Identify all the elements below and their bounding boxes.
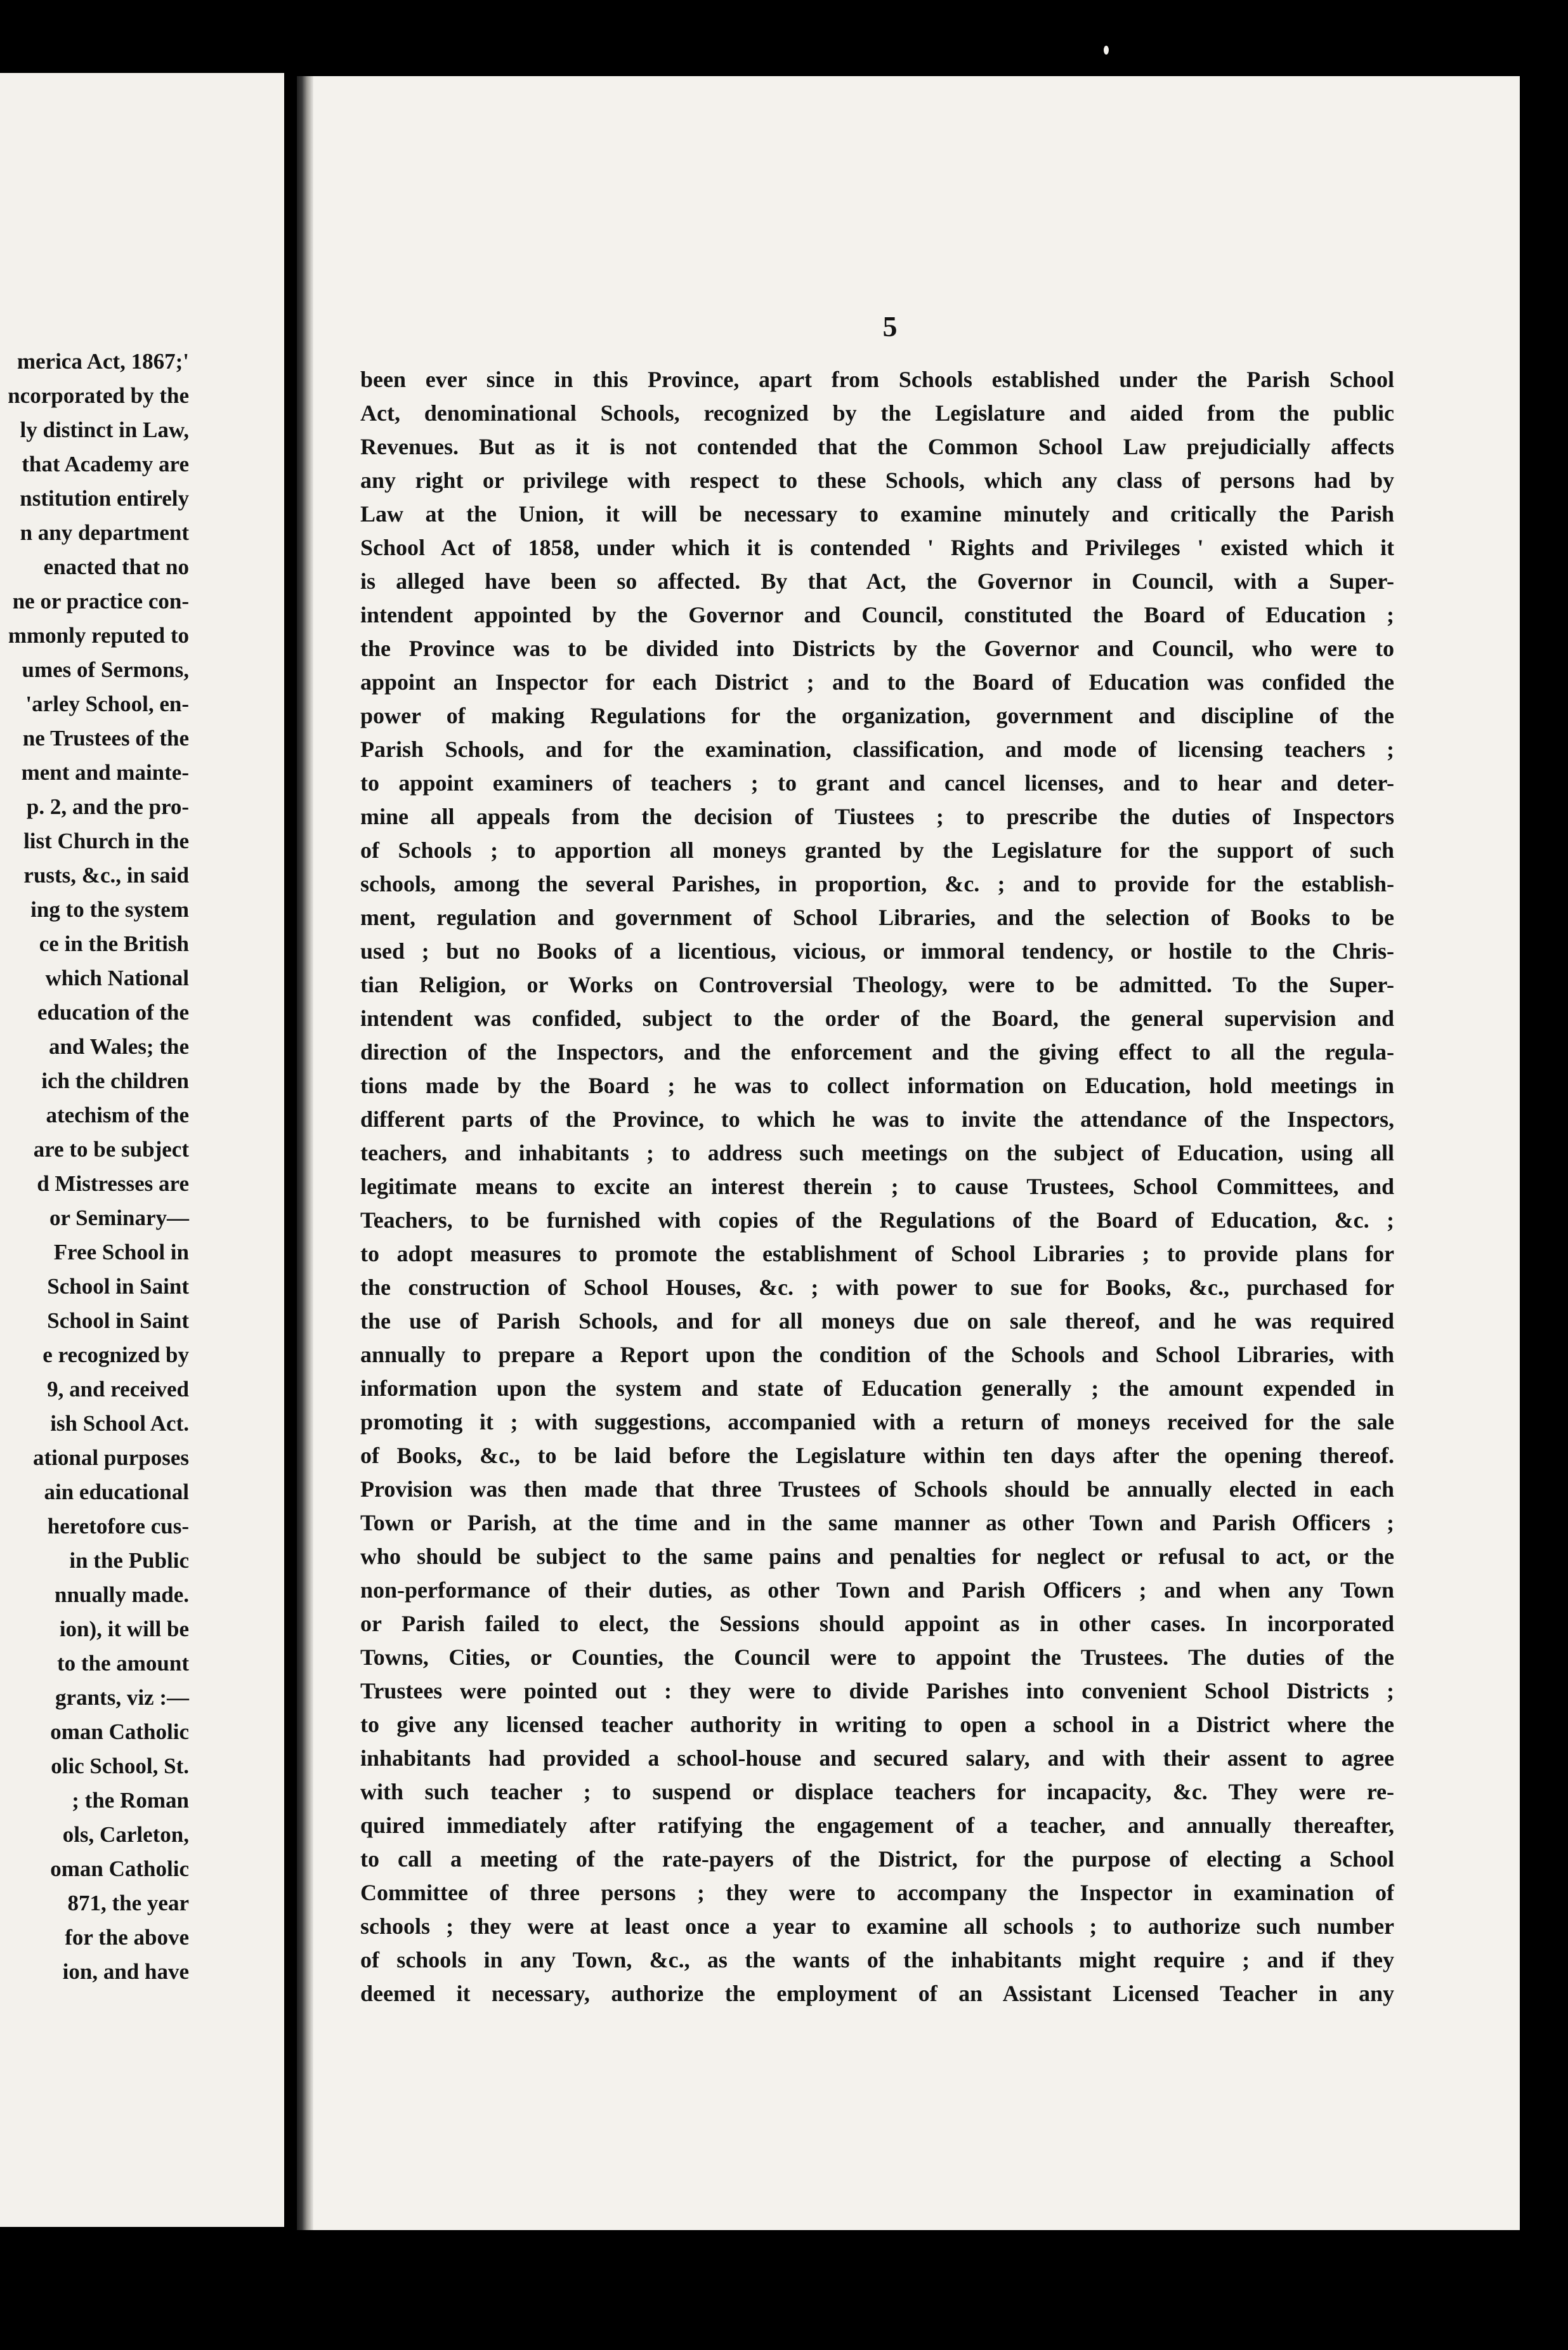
left-page-line: list Church in the	[23, 829, 189, 853]
left-page-line: 'arley School, en-	[25, 692, 189, 716]
page-number: 5	[882, 310, 898, 343]
body-text-line: Act, denominational Schools, recognized by the Legislature and aided from the public	[360, 400, 1394, 426]
left-page-line: which National	[45, 966, 189, 990]
left-page-line: ncorporated by the	[8, 383, 189, 408]
body-text-line: different parts of the Province, to which he was to invite the attendance of the Inspectors,	[360, 1106, 1394, 1132]
left-page-line: e recognized by	[42, 1342, 189, 1367]
body-text-line: information upon the system and state of Education generally ; the amount expended in	[360, 1375, 1394, 1401]
body-text-line: to appoint examiners of teachers ; to grant and cancel licenses, and to hear and deter-	[360, 770, 1394, 796]
left-page-line: to the amount	[56, 1651, 189, 1676]
left-page-line: education of the	[37, 1000, 189, 1025]
body-text-line: Trustees were pointed out : they were to divide Parishes into convenient School Districts ;	[360, 1678, 1394, 1703]
body-text-line: power of making Regulations for the organization, government and discipline of the	[360, 703, 1394, 728]
body-text-line: School Act of 1858, under which it is contended ' Rights and Privileges ' existed which it	[360, 535, 1394, 560]
left-page-line: School in Saint	[47, 1274, 189, 1299]
body-text-line: intendent appointed by the Governor and Council, constituted the Board of Education ;	[360, 602, 1394, 627]
left-page-line: ly distinct in Law,	[20, 417, 189, 442]
body-text-line: schools ; they were at least once a year to examine all schools ; to authorize such number	[360, 1913, 1394, 1939]
body-text-line: annually to prepare a Report upon the condition of the Schools and School Libraries, with	[360, 1342, 1394, 1367]
left-page-line: ich the children	[41, 1068, 189, 1093]
left-page-line: ne or practice con-	[12, 589, 189, 614]
left-page-line: or Seminary—	[49, 1205, 189, 1230]
left-page-line: atechism of the	[46, 1103, 189, 1127]
left-page-line: ols, Carleton,	[62, 1822, 189, 1847]
body-text-line: Provision was then made that three Trustees of Schools should be annually elected in each	[360, 1476, 1394, 1502]
left-page-line: olic School, St.	[51, 1754, 189, 1778]
body-text-line: tions made by the Board ; he was to collect information on Education, hold meetings in	[360, 1073, 1394, 1098]
body-text-line: the construction of School Houses, &c. ; with power to sue for Books, &c., purchased for	[360, 1275, 1394, 1300]
left-page-line: n any department	[20, 520, 189, 545]
body-text-line: with such teacher ; to suspend or displace teachers for incapacity, &c. They were re-	[360, 1779, 1394, 1804]
body-text-line: Revenues. But as it is not contended that the Common School Law prejudicially affects	[360, 434, 1394, 459]
left-page-line: umes of Sermons,	[22, 657, 189, 682]
body-text-line: the use of Parish Schools, and for all moneys due on sale thereof, and he was required	[360, 1308, 1394, 1334]
left-page-line: Free School in	[53, 1240, 189, 1264]
body-text-line: inhabitants had provided a school-house and secured salary, and with their assent to agree	[360, 1745, 1394, 1771]
left-page-line: ne Trustees of the	[22, 726, 189, 751]
body-text-line: the Province was to be divided into Districts by the Governor and Council, who were to	[360, 636, 1394, 661]
left-page-line: ain educational	[44, 1480, 189, 1504]
body-text-line: of schools in any Town, &c., as the wants of the inhabitants might require ; and if they	[360, 1947, 1394, 1973]
body-text-line: used ; but no Books of a licentious, vicious, or immoral tendency, or hostile to the Chris-	[360, 938, 1394, 964]
body-text-line: ment, regulation and government of School Libraries, and the selection of Books to be	[360, 905, 1394, 930]
body-text-line: to adopt measures to promote the establishment of School Libraries ; to provide plans for	[360, 1241, 1394, 1266]
speck	[1288, 89, 1297, 93]
body-text-line: Towns, Cities, or Counties, the Council were to appoint the Trustees. The duties of the	[360, 1644, 1394, 1670]
left-page-line: heretofore cus-	[47, 1514, 189, 1539]
body-text-line: or Parish failed to elect, the Sessions should appoint as in other cases. In incorporated	[360, 1611, 1394, 1636]
left-page-line: are to be subject	[33, 1137, 189, 1162]
left-page-line: ational purposes	[32, 1445, 189, 1470]
body-text-line: of Schools ; to apportion all moneys granted by the Legislature for the support of such	[360, 837, 1394, 863]
left-page-line: grants, viz :—	[55, 1685, 189, 1710]
body-text-line: tian Religion, or Works on Controversial Theology, were to be admitted. To the Super-	[360, 972, 1394, 997]
body-text-line: teachers, and inhabitants ; to address such meetings on the subject of Education, using all	[360, 1140, 1394, 1165]
left-page-line: p. 2, and the pro-	[26, 794, 189, 819]
left-page-line: ment and mainte-	[21, 760, 189, 785]
body-text-line: any right or privilege with respect to these Schools, which any class of persons had by	[360, 468, 1394, 493]
body-text-line: mine all appeals from the decision of Tiustees ; to prescribe the duties of Inspectors	[360, 804, 1394, 829]
left-page-line: oman Catholic	[50, 1719, 189, 1744]
body-text-line: been ever since in this Province, apart from Schools established under the Parish School	[360, 367, 1394, 392]
body-text-line: to call a meeting of the rate-payers of the District, for the purpose of electing a School	[360, 1846, 1394, 1872]
speck	[1104, 46, 1109, 55]
left-page-line: merica Act, 1867;'	[16, 349, 189, 374]
body-text-line: Parish Schools, and for the examination, classification, and mode of licensing teachers ;	[360, 737, 1394, 762]
left-page-line: for the above	[65, 1925, 189, 1950]
left-page-line: nnually made.	[55, 1582, 189, 1607]
left-page-line: 871, the year	[67, 1891, 189, 1915]
body-text-line: who should be subject to the same pains and penalties for neglect or refusal to act, or the	[360, 1544, 1394, 1569]
left-page-line: oman Catholic	[50, 1856, 189, 1881]
left-page-line: enacted that no	[43, 555, 189, 579]
body-text-line: is alleged have been so affected. By that Act, the Governor in Council, with a Super-	[360, 568, 1394, 594]
left-page-line: ish School Act.	[50, 1411, 189, 1436]
left-page-line: ing to the system	[30, 897, 189, 922]
left-page-line: rusts, &c., in said	[23, 863, 189, 888]
left-page-line: in the Public	[69, 1548, 189, 1573]
body-text-line: to give any licensed teacher authority in writing to open a school in a District where the	[360, 1712, 1394, 1737]
body-text-line: schools, among the several Parishes, in proportion, &c. ; and to provide for the establish-	[360, 871, 1394, 896]
body-text-line: Law at the Union, it will be necessary to examine minutely and critically the Parish	[360, 501, 1394, 527]
left-page-line: that Academy are	[22, 452, 189, 476]
body-text-line: deemed it necessary, authorize the employment of an Assistant Licensed Teacher in any	[360, 1981, 1394, 2006]
body-text-line: quired immediately after ratifying the engagement of a teacher, and annually thereafter,	[360, 1813, 1394, 1838]
body-text-line: direction of the Inspectors, and the enforcement and the giving effect to all the regula-	[360, 1039, 1394, 1065]
body-text-line: legitimate means to excite an interest therein ; to cause Trustees, School Committees, and	[360, 1174, 1394, 1199]
body-text-line: appoint an Inspector for each District ; and to the Board of Education was confided the	[360, 669, 1394, 695]
left-page-line: ; the Roman	[72, 1788, 189, 1813]
left-page-line: mmonly reputed to	[8, 623, 189, 648]
left-page-line: ion), it will be	[59, 1617, 189, 1641]
body-text-line: Teachers, to be furnished with copies of the Regulations of the Board of Education, &c. ;	[360, 1207, 1394, 1233]
body-text-line: promoting it ; with suggestions, accompanied with a return of moneys received for the sale	[360, 1409, 1394, 1434]
left-page-line: and Wales; the	[48, 1034, 189, 1059]
body-text-line: Town or Parish, at the time and in the same manner as other Town and Parish Officers ;	[360, 1510, 1394, 1535]
body-text-line: Committee of three persons ; they were to accompany the Inspector in examination of	[360, 1880, 1394, 1905]
body-text-line: of Books, &c., to be laid before the Legislature within ten days after the opening thereof.	[360, 1443, 1394, 1468]
left-page-line: ion, and have	[62, 1959, 189, 1984]
body-text	[360, 363, 1394, 2011]
left-page-fragment	[0, 73, 284, 2227]
page-fold-shadow	[297, 76, 313, 2230]
left-page-line: School in Saint	[47, 1308, 189, 1333]
left-page-line: d Mistresses are	[37, 1171, 189, 1196]
body-text-line: non-performance of their duties, as other Town and Parish Officers ; and when any Town	[360, 1577, 1394, 1603]
left-page-line: nstitution entirely	[20, 486, 189, 511]
body-text-line: intendent was confided, subject to the order of the Board, the general supervision and	[360, 1006, 1394, 1031]
page	[297, 76, 1520, 2230]
left-page-line: 9, and received	[47, 1377, 189, 1401]
left-page-text	[0, 345, 189, 1989]
left-page-line: ce in the British	[39, 931, 189, 956]
